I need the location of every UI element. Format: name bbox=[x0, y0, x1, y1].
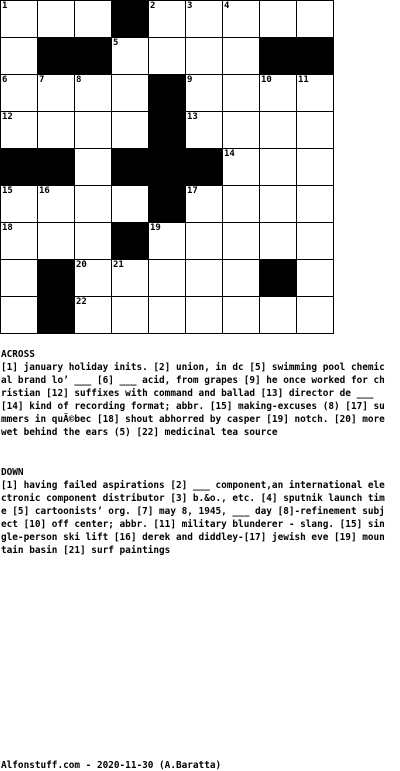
grid-cell[interactable] bbox=[111, 296, 149, 334]
grid-cell[interactable] bbox=[222, 222, 260, 260]
grid-cell[interactable] bbox=[185, 37, 223, 75]
grid-cell[interactable] bbox=[185, 185, 223, 223]
grid-cell[interactable] bbox=[222, 296, 260, 334]
cell-number: 17 bbox=[187, 186, 198, 196]
grid-cell[interactable] bbox=[0, 259, 38, 297]
grid-cell[interactable] bbox=[111, 259, 149, 297]
grid-cell[interactable] bbox=[37, 111, 75, 149]
crossword-grid bbox=[0, 0, 334, 334]
grid-cell[interactable] bbox=[148, 37, 186, 75]
across-clue-text: [1] january holiday inits. [2] union, in dc [5] swimming pool chemical brand lo’ ___ [6] ___ acid, from grapes [9] he once worked for christian [12] suffixes with command and ballad [13] director de ___ [14] kind of recording format; abbr. [15] making-excuses (8) [17] summers in quÃ©bec [18] shout abhorred by casper [19] notch. [20] more wet behind the ears (5) [22] medicinal tea source bbox=[1, 362, 385, 438]
grid-cell[interactable] bbox=[185, 0, 223, 38]
grid-cell[interactable] bbox=[0, 111, 38, 149]
cell-number: 8 bbox=[76, 75, 82, 85]
cell-number: 9 bbox=[187, 75, 193, 85]
grid-cell[interactable] bbox=[148, 259, 186, 297]
cell-number: 18 bbox=[2, 223, 13, 233]
cell-number: 6 bbox=[2, 75, 8, 85]
grid-cell-black bbox=[259, 259, 297, 297]
cell-number: 10 bbox=[261, 75, 272, 85]
grid-cell-black bbox=[37, 296, 75, 334]
grid-cell-black bbox=[148, 185, 186, 223]
grid-cell[interactable] bbox=[259, 111, 297, 149]
grid-cell[interactable] bbox=[185, 111, 223, 149]
cell-number: 13 bbox=[187, 112, 198, 122]
grid-cell[interactable] bbox=[0, 185, 38, 223]
grid-cell[interactable] bbox=[259, 74, 297, 112]
grid-cell[interactable] bbox=[296, 296, 334, 334]
grid-cell[interactable] bbox=[74, 148, 112, 186]
grid-cell[interactable] bbox=[148, 0, 186, 38]
grid-cell[interactable] bbox=[74, 185, 112, 223]
grid-cell[interactable] bbox=[74, 296, 112, 334]
cell-number: 1 bbox=[2, 1, 8, 11]
grid-cell[interactable] bbox=[259, 185, 297, 223]
cell-number: 3 bbox=[187, 1, 193, 11]
grid-cell[interactable] bbox=[0, 0, 38, 38]
grid-cell[interactable] bbox=[185, 259, 223, 297]
grid-cell[interactable] bbox=[185, 74, 223, 112]
grid-cell[interactable] bbox=[148, 296, 186, 334]
cell-number: 4 bbox=[224, 1, 230, 11]
grid-cell[interactable] bbox=[296, 74, 334, 112]
grid-cell-black bbox=[37, 37, 75, 75]
grid-cell-black bbox=[37, 259, 75, 297]
grid-cell[interactable] bbox=[222, 0, 260, 38]
cell-number: 14 bbox=[224, 149, 235, 159]
grid-cell[interactable] bbox=[222, 148, 260, 186]
down-clue-text: [1] having failed aspirations [2] ___ component,an international electronic component distributor [3] b.&o., etc. [4] sputnik launch time [5] cartoonists’ org. [7] may 8, 1945, ___ day [8]-refinement subject [10] off center; abbr. [11] military blunderer - slang. [15] single-person ski lift [16] derek and diddley-[17] jewish eve [19] mountain basin [21] surf paintings bbox=[1, 480, 385, 556]
cell-number: 12 bbox=[2, 112, 13, 122]
grid-cell[interactable] bbox=[185, 222, 223, 260]
across-heading: ACROSS bbox=[1, 349, 35, 360]
cell-number: 2 bbox=[150, 1, 156, 11]
grid-cell[interactable] bbox=[37, 185, 75, 223]
cell-number: 5 bbox=[113, 38, 119, 48]
grid-cell[interactable] bbox=[185, 296, 223, 334]
grid-cell[interactable] bbox=[259, 148, 297, 186]
grid-cell[interactable] bbox=[111, 37, 149, 75]
grid-cell[interactable] bbox=[37, 222, 75, 260]
grid-cell[interactable] bbox=[74, 259, 112, 297]
across-clues bbox=[1, 348, 387, 439]
grid-cell-black bbox=[148, 148, 186, 186]
cell-number: 15 bbox=[2, 186, 13, 196]
grid-cell[interactable] bbox=[0, 74, 38, 112]
grid-cell[interactable] bbox=[37, 0, 75, 38]
grid-cell[interactable] bbox=[74, 74, 112, 112]
grid-cell[interactable] bbox=[74, 222, 112, 260]
grid-cell[interactable] bbox=[296, 185, 334, 223]
grid-cell[interactable] bbox=[148, 222, 186, 260]
grid-cell-black bbox=[185, 148, 223, 186]
grid-cell-black bbox=[296, 37, 334, 75]
cell-number: 19 bbox=[150, 223, 161, 233]
grid-cell[interactable] bbox=[296, 148, 334, 186]
grid-cell[interactable] bbox=[296, 222, 334, 260]
grid-cell[interactable] bbox=[222, 37, 260, 75]
grid-cell-black bbox=[148, 111, 186, 149]
grid-cell[interactable] bbox=[111, 185, 149, 223]
grid-cell-black bbox=[111, 148, 149, 186]
cell-number: 22 bbox=[76, 297, 87, 307]
grid-cell[interactable] bbox=[259, 296, 297, 334]
grid-cell[interactable] bbox=[222, 111, 260, 149]
grid-cell[interactable] bbox=[296, 0, 334, 38]
cell-number: 21 bbox=[113, 260, 124, 270]
grid-cell[interactable] bbox=[0, 296, 38, 334]
grid-cell[interactable] bbox=[296, 111, 334, 149]
grid-cell[interactable] bbox=[222, 185, 260, 223]
grid-cell[interactable] bbox=[0, 222, 38, 260]
down-heading: DOWN bbox=[1, 467, 24, 478]
grid-cell-black bbox=[259, 37, 297, 75]
cell-number: 20 bbox=[76, 260, 87, 270]
grid-cell-black bbox=[111, 222, 149, 260]
grid-cell[interactable] bbox=[74, 111, 112, 149]
grid-cell-black bbox=[148, 74, 186, 112]
grid-cell-black bbox=[0, 148, 38, 186]
cell-number: 16 bbox=[39, 186, 50, 196]
grid-cell[interactable] bbox=[222, 74, 260, 112]
grid-cell[interactable] bbox=[259, 222, 297, 260]
grid-cell[interactable] bbox=[296, 259, 334, 297]
cell-number: 7 bbox=[39, 75, 45, 85]
cell-number: 11 bbox=[298, 75, 309, 85]
grid-cell[interactable] bbox=[74, 0, 112, 38]
grid-cell[interactable] bbox=[222, 259, 260, 297]
grid-cell[interactable] bbox=[37, 74, 75, 112]
grid-cell-black bbox=[37, 148, 75, 186]
grid-cell-black bbox=[74, 37, 112, 75]
grid-cell[interactable] bbox=[111, 74, 149, 112]
grid-cell[interactable] bbox=[259, 0, 297, 38]
footer-credit: Alfonstuff.com - 2020-11-30 (A.Baratta) bbox=[1, 760, 222, 771]
down-clues bbox=[1, 466, 387, 557]
grid-cell[interactable] bbox=[0, 37, 38, 75]
grid-cell-black bbox=[111, 0, 149, 38]
grid-cell[interactable] bbox=[111, 111, 149, 149]
